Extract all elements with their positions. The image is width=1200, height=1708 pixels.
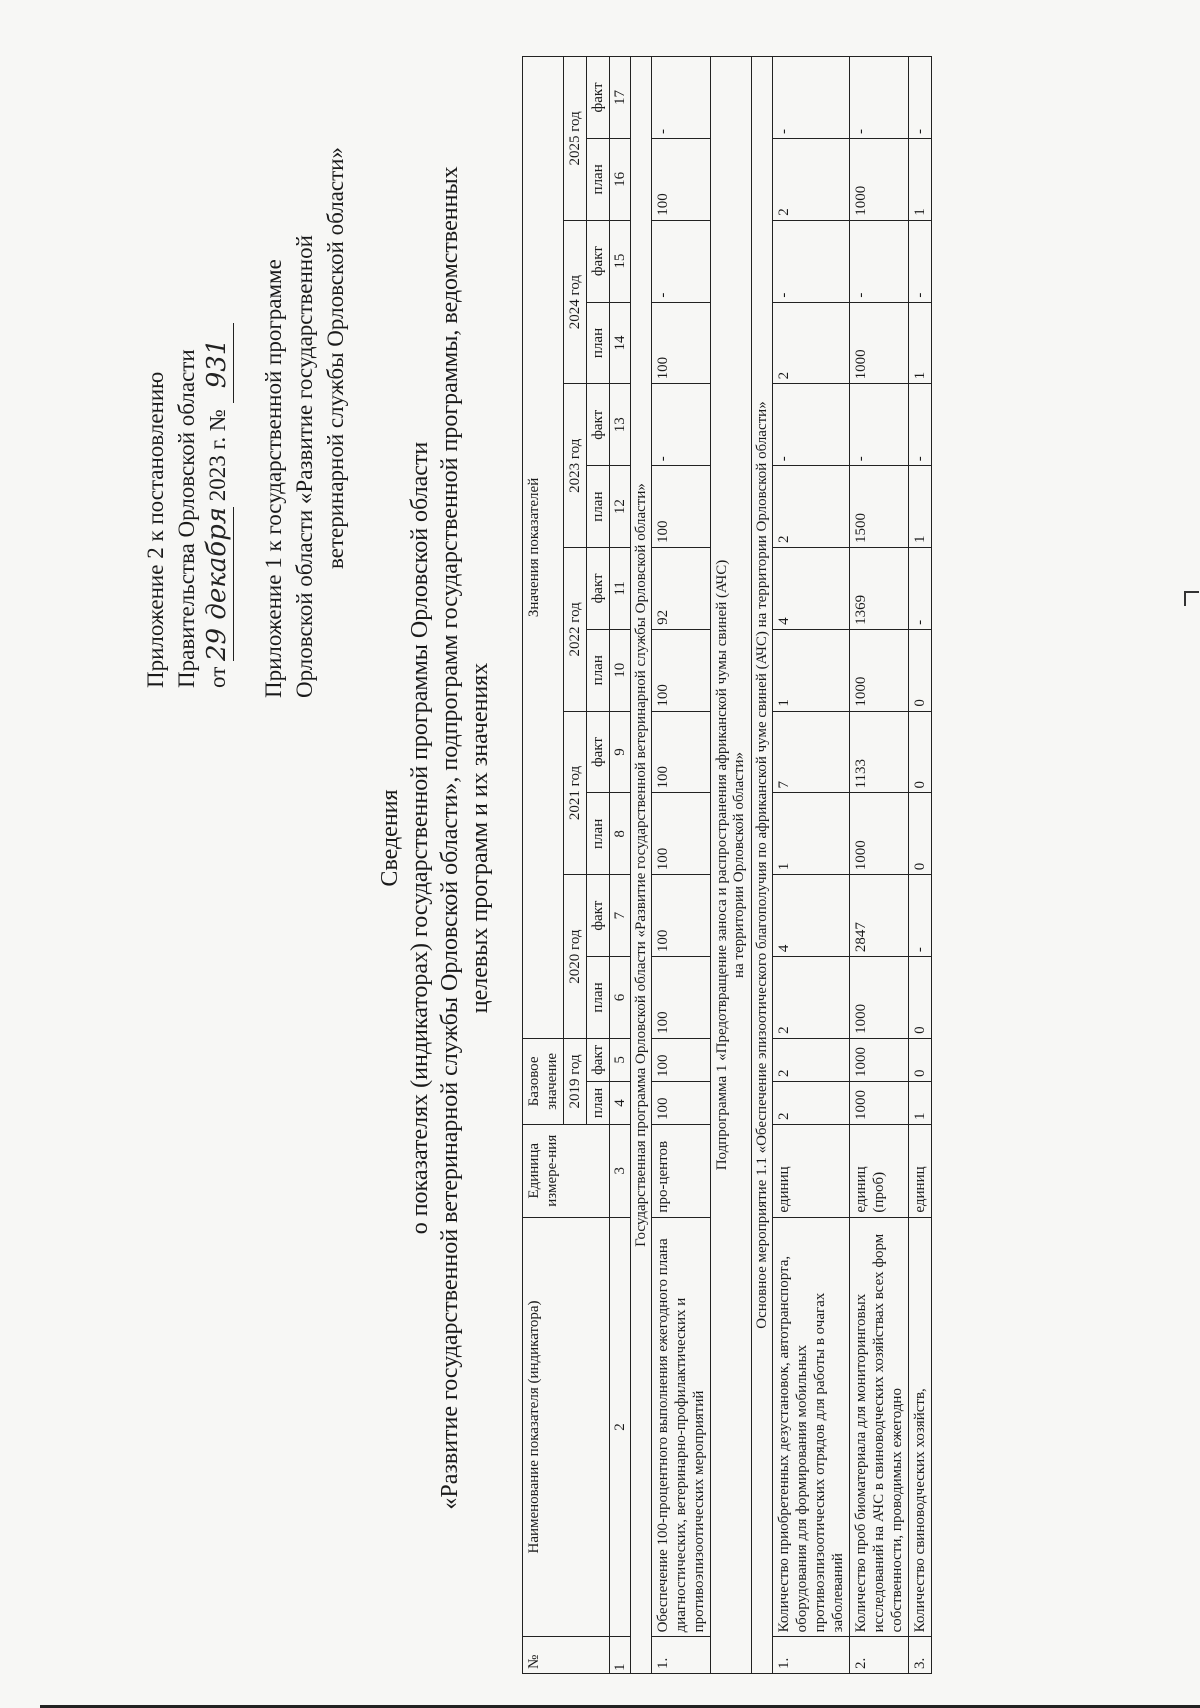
value-cell: -: [773, 384, 850, 466]
col-header-values: Значения показателей: [523, 57, 564, 1039]
section-subprogram: Подпрограмма 1 «Предотвращение заноса и распространения африканской чумы свиней (АЧС) на территории Орловской области»: [711, 57, 752, 1674]
document-title: [375, 58, 495, 1618]
col-header-fact: факт: [587, 384, 610, 466]
col-header-base-year: 2019 год: [564, 1038, 587, 1124]
col-header-base: Базовое значение: [523, 1038, 564, 1124]
value-cell: 100: [652, 957, 711, 1039]
col-header-fact: факт: [587, 57, 610, 139]
value-cell: -: [909, 220, 932, 302]
handwritten-doc-number: 931: [202, 323, 234, 403]
row-number: 1.: [773, 1637, 850, 1674]
row-number: 1.: [652, 1637, 711, 1674]
value-cell: 2: [773, 1081, 850, 1124]
indicator-name: Количество свиноводческих хозяйств,: [909, 1217, 932, 1637]
column-number: 3: [610, 1124, 631, 1217]
row-number: 2.: [850, 1637, 909, 1674]
col-header-plan: план: [587, 1081, 610, 1124]
value-cell: 4: [773, 875, 850, 957]
title-line4: целевых программ и их значениях: [467, 662, 493, 1014]
col-header-unit: Единица измере-ния: [523, 1124, 610, 1217]
col-header-plan: план: [587, 466, 610, 548]
value-cell: 0: [909, 629, 932, 711]
col-header-fact: факт: [587, 711, 610, 793]
appendix-1-line2: Орловской области «Развитие государственной: [292, 235, 317, 698]
value-cell: 0: [909, 1038, 932, 1081]
col-header-plan: план: [587, 302, 610, 384]
column-number: 16: [610, 138, 631, 220]
col-header-year: 2021 год: [564, 711, 587, 875]
value-cell: -: [773, 220, 850, 302]
unit: единиц: [773, 1124, 850, 1217]
value-cell: 100: [652, 793, 711, 875]
col-header-plan: план: [587, 629, 610, 711]
section-program: Государственная программа Орловской области «Развитие государственной ветеринарной службы Орловской области»: [631, 57, 652, 1674]
value-cell: 2: [773, 138, 850, 220]
appendix-2-line2: Правительства Орловской области: [174, 349, 199, 688]
value-cell: -: [652, 384, 711, 466]
value-cell: 1000: [850, 302, 909, 384]
value-cell: 1133: [850, 711, 909, 793]
value-cell: 0: [909, 957, 932, 1039]
indicator-name: Обеспечение 100-процентного выполнения ежегодного плана диагностических, ветеринарно-профилактических и противоэпизоотических мероприятий: [652, 1217, 711, 1637]
column-number: 6: [610, 957, 631, 1039]
value-cell: 1000: [850, 793, 909, 875]
column-number: 5: [610, 1038, 631, 1081]
value-cell: 0: [909, 711, 932, 793]
value-cell: 1000: [850, 629, 909, 711]
col-header-fact: факт: [587, 1038, 610, 1081]
value-cell: -: [773, 57, 850, 139]
column-number: 11: [610, 548, 631, 630]
column-number: 9: [610, 711, 631, 793]
value-cell: 1: [773, 793, 850, 875]
value-cell: -: [909, 548, 932, 630]
value-cell: 1369: [850, 548, 909, 630]
section-subprogram-row: [711, 57, 752, 1674]
value-cell: 100: [652, 466, 711, 548]
table-row: [652, 57, 711, 1674]
value-cell: 1: [909, 138, 932, 220]
value-cell: 100: [652, 711, 711, 793]
value-cell: 100: [652, 1081, 711, 1124]
value-cell: 100: [652, 1038, 711, 1081]
header-row: [523, 57, 564, 1674]
value-cell: 1: [773, 629, 850, 711]
title-line3: «Развитие государственной ветеринарной службы Орловской области», подпрограмм государственной программы, ведомственных: [437, 166, 463, 1510]
value-cell: -: [909, 57, 932, 139]
date-year: 2023 г. №: [205, 409, 230, 502]
value-cell: 92: [652, 548, 711, 630]
value-cell: 1000: [850, 1038, 909, 1081]
indicator-name: Количество приобретенных дезустановок, автотранспорта, оборудования для формирования мобильных противоэпизоотических отрядов для работы в очагах заболеваний: [773, 1217, 850, 1637]
value-cell: 100: [652, 629, 711, 711]
value-cell: 1: [909, 302, 932, 384]
value-cell: -: [850, 384, 909, 466]
col-header-fact: факт: [587, 875, 610, 957]
table-row: [909, 57, 932, 1674]
col-header-year: 2024 год: [564, 220, 587, 384]
column-number: 8: [610, 793, 631, 875]
appendix-2-line1: Приложение 2 к постановлению: [143, 371, 168, 688]
value-cell: -: [652, 57, 711, 139]
table-row: [850, 57, 909, 1674]
col-header-fact: факт: [587, 548, 610, 630]
value-cell: 1000: [850, 1081, 909, 1124]
col-header-num: №: [523, 1637, 610, 1674]
unit: про-центов: [652, 1124, 711, 1217]
title-line1: Сведения: [377, 789, 403, 887]
appendix-1-line3: ветеринарной службы Орловской области»: [323, 147, 348, 569]
handwritten-date: 29 декабря: [202, 507, 232, 661]
title-line2: о показателях (индикаторах) государственной программы Орловской области: [407, 441, 433, 1235]
value-cell: 1000: [850, 138, 909, 220]
col-header-plan: план: [587, 138, 610, 220]
value-cell: 7: [773, 711, 850, 793]
column-number: 4: [610, 1081, 631, 1124]
value-cell: 1: [909, 1081, 932, 1124]
row-number: 3.: [909, 1637, 932, 1674]
value-cell: 2: [773, 957, 850, 1039]
col-header-year: 2020 год: [564, 875, 587, 1039]
appendix-2-date-line: [202, 48, 234, 688]
column-numbers-row: [610, 57, 631, 1674]
value-cell: -: [850, 57, 909, 139]
corner-mark: [1184, 591, 1186, 606]
col-header-plan: план: [587, 793, 610, 875]
value-cell: 100: [652, 138, 711, 220]
indicators-table: [522, 56, 932, 1674]
value-cell: 100: [652, 875, 711, 957]
value-cell: 2: [773, 466, 850, 548]
column-number: 12: [610, 466, 631, 548]
value-cell: -: [850, 220, 909, 302]
col-header-year: 2022 год: [564, 548, 587, 712]
column-number: 7: [610, 875, 631, 957]
table-row: [773, 57, 850, 1674]
value-cell: 100: [652, 302, 711, 384]
appendix-2-header: [140, 48, 234, 688]
value-cell: 1000: [850, 957, 909, 1039]
col-header-year: 2023 год: [564, 384, 587, 548]
column-number: 13: [610, 384, 631, 466]
column-number: 2: [610, 1217, 631, 1637]
value-cell: -: [909, 384, 932, 466]
unit: единиц (проб): [850, 1124, 909, 1217]
indicator-name: Количество проб биоматериала для мониторинговых исследований на АЧС в свиноводческих хозяйствах всех форм собственности, проводимых ежегодно: [850, 1217, 909, 1637]
date-prefix: от: [205, 666, 230, 688]
unit: единиц: [909, 1124, 932, 1217]
appendix-1-line1: Приложение 1 к государственной программе: [261, 259, 286, 698]
value-cell: 0: [909, 793, 932, 875]
value-cell: 2: [773, 1038, 850, 1081]
column-number: 14: [610, 302, 631, 384]
value-cell: 1500: [850, 466, 909, 548]
col-header-name: Наименование показателя (индикатора): [523, 1217, 610, 1637]
section-measure-row: [752, 57, 773, 1674]
col-header-fact: факт: [587, 220, 610, 302]
value-cell: 2847: [850, 875, 909, 957]
column-number: 15: [610, 220, 631, 302]
value-cell: 1: [909, 466, 932, 548]
column-number: 10: [610, 629, 631, 711]
column-number: 1: [610, 1637, 631, 1674]
col-header-plan: план: [587, 957, 610, 1039]
value-cell: -: [909, 875, 932, 957]
column-number: 17: [610, 57, 631, 139]
appendix-1-header: [258, 18, 351, 698]
col-header-year: 2025 год: [564, 57, 587, 221]
corner-mark: [1185, 591, 1199, 593]
value-cell: 4: [773, 548, 850, 630]
value-cell: 2: [773, 302, 850, 384]
section-program-row: [631, 57, 652, 1674]
value-cell: -: [652, 220, 711, 302]
section-measure: Основное мероприятие 1.1 «Обеспечение эпизоотического благополучия по африканской чуме свиней (АЧС) на территории Орловской области»: [752, 57, 773, 1674]
